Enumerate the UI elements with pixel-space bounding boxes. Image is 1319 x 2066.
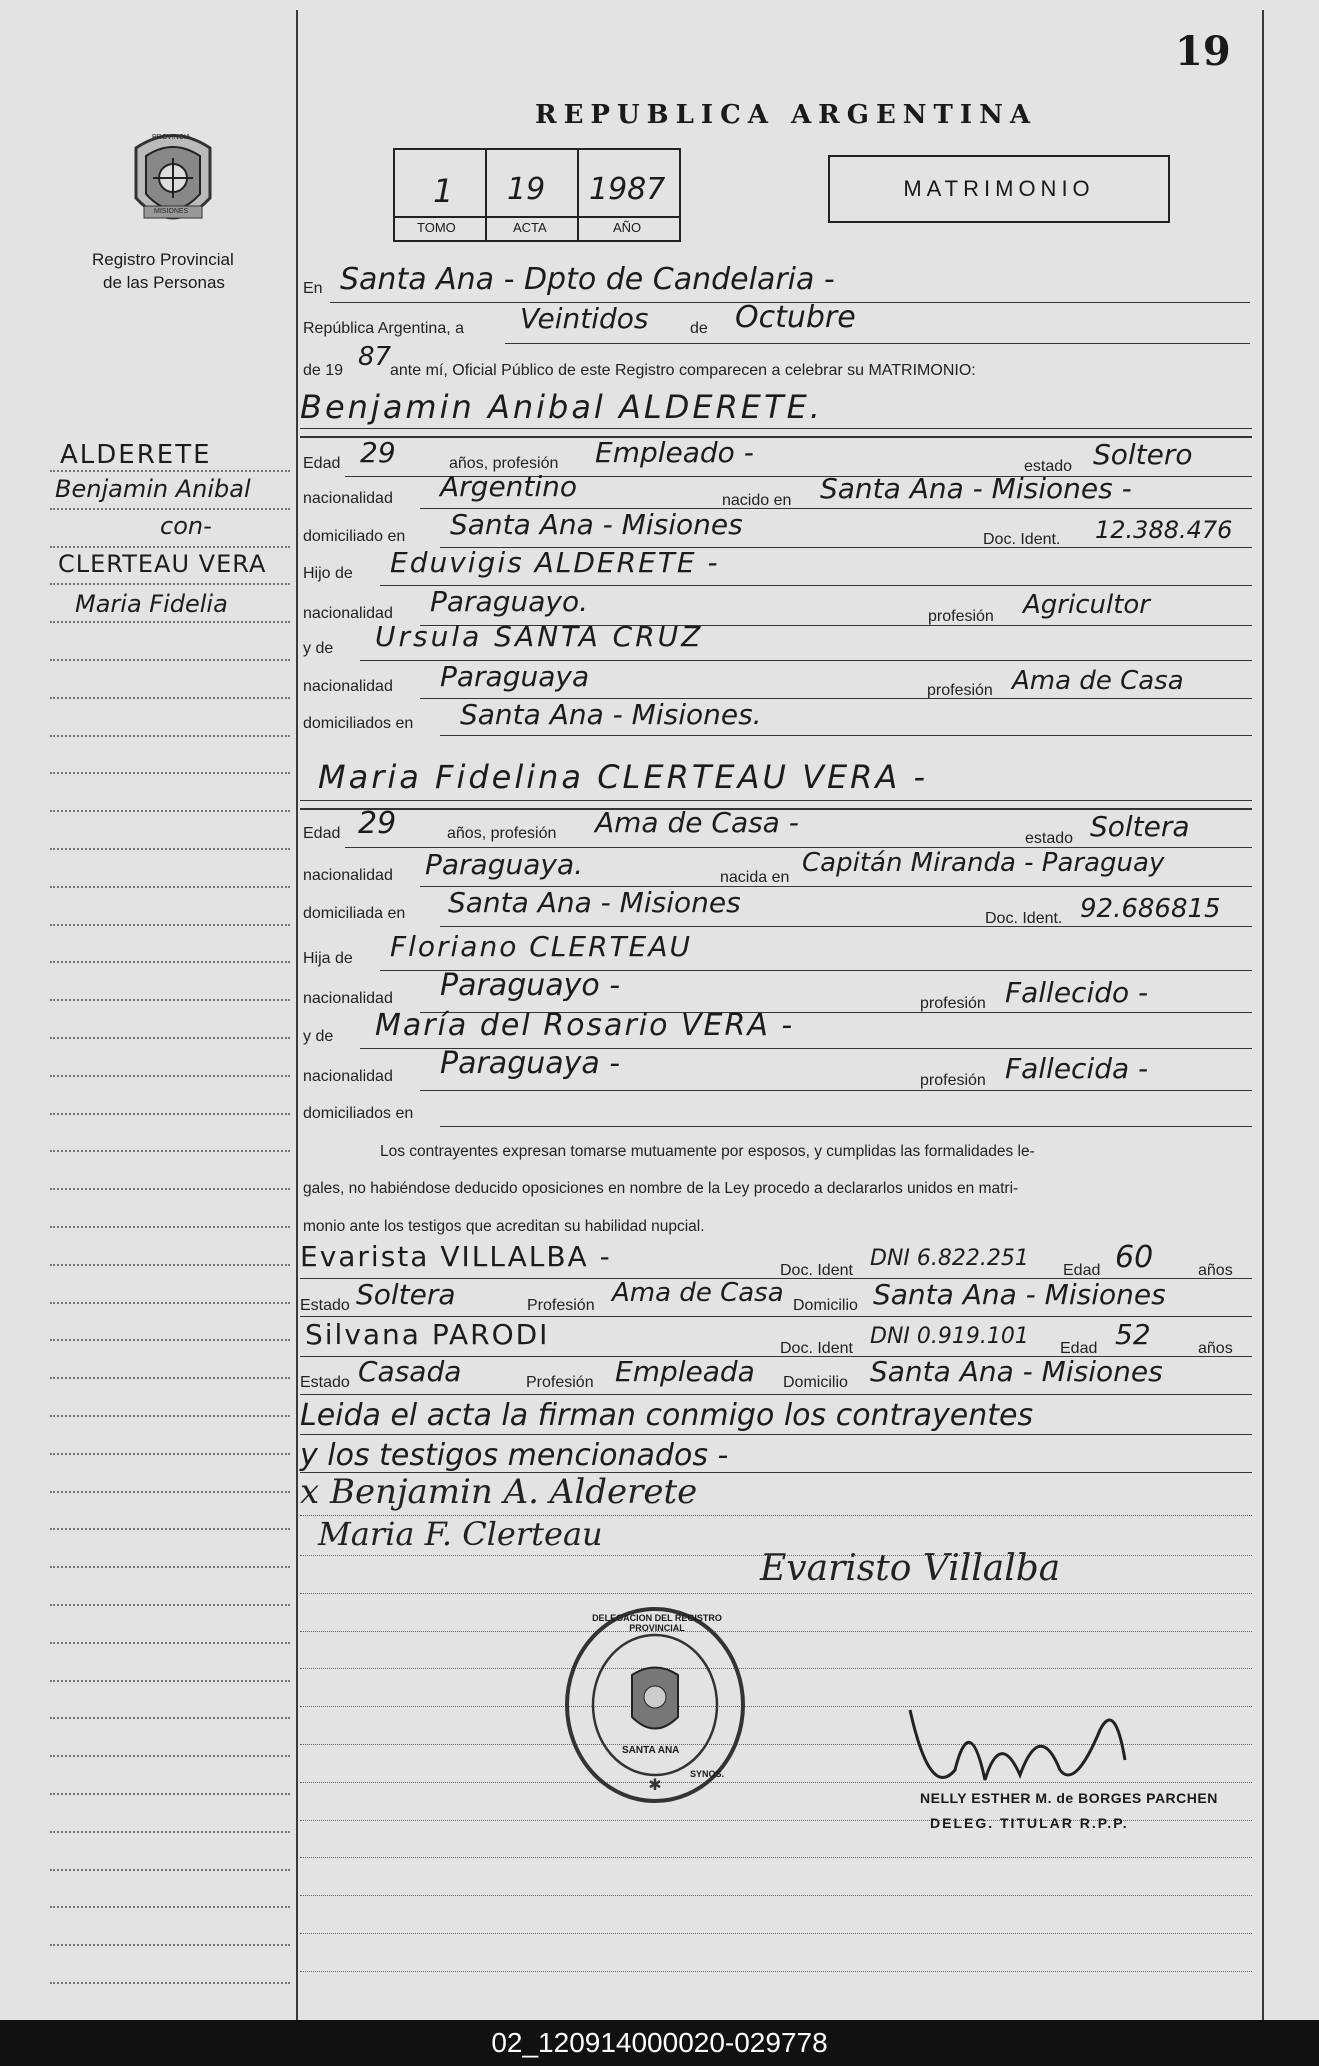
bride-name: Maria Fidelina CLERTEAU VERA -: [318, 758, 929, 796]
tomo-value: 1: [433, 172, 454, 210]
act-type-label: MATRIMONIO: [903, 176, 1095, 201]
groom-profesion: Empleado -: [595, 436, 754, 469]
groom-nacido: Santa Ana - Misiones -: [820, 472, 1132, 505]
body-rule-line: [300, 1933, 1252, 1934]
groom-estado-label: estado: [1024, 458, 1073, 475]
margin-rule-line: [50, 697, 290, 699]
underline: [440, 735, 1252, 736]
bride-domicilio: Santa Ana - Misiones: [448, 886, 741, 919]
margin-rule-line: [50, 924, 290, 926]
margin-rule-line: [50, 1528, 290, 1530]
bride-hija-label: Hija de: [303, 950, 353, 967]
body-rule-line: [300, 1857, 1252, 1858]
groom-dom-label: domiciliado en: [303, 528, 406, 545]
groom-mother-prof: Ama de Casa: [1012, 666, 1184, 696]
underline: [440, 926, 1252, 927]
witness2-dom-label: Domicilio: [783, 1374, 848, 1391]
bride-nacida: Capitán Miranda - Paraguay: [802, 848, 1165, 878]
groom-parents-dom-label: domiciliados en: [303, 715, 414, 732]
witness1-name: Evarista VILLALBA -: [300, 1240, 612, 1273]
body-rule-line: [300, 1895, 1252, 1896]
groom-father-nac-label: nacionalidad: [303, 605, 393, 622]
registry-line1: Registro Provincial: [92, 250, 234, 269]
margin-rule-line: [50, 772, 290, 774]
closing-line1: Leida el acta la firman conmigo los contrayentes: [300, 1398, 1034, 1433]
en-label: En: [303, 280, 323, 297]
country-heading: REPUBLICA ARGENTINA: [535, 100, 1038, 130]
marriage-place: Santa Ana - Dpto de Candelaria -: [340, 262, 835, 297]
provincial-crest-icon: [126, 128, 220, 238]
margin-note-line3: con-: [160, 512, 212, 540]
acta-label: ACTA: [513, 220, 547, 235]
groom-parents-dom: Santa Ana - Misiones.: [460, 698, 762, 731]
margin-rule-line: [50, 1377, 290, 1379]
margin-rule-line: [50, 961, 290, 963]
margin-rule-line: [50, 810, 290, 812]
witness1-dom-label: Domicilio: [793, 1297, 858, 1314]
right-border: [1262, 10, 1264, 2020]
margin-rule-line: [50, 1037, 290, 1039]
witness2-profesion: Empleada: [615, 1355, 755, 1388]
groom-mother-nac: Paraguaya: [440, 660, 590, 693]
witness2-estado-label: Estado: [300, 1374, 350, 1391]
margin-rule-line: [50, 1831, 290, 1833]
body-rule-line: [300, 1668, 1252, 1669]
margin-rule-line: [50, 1906, 290, 1908]
witness1-estado-label: Estado: [300, 1297, 350, 1314]
de-label: de: [690, 320, 708, 337]
groom-nac-label: nacionalidad: [303, 490, 393, 507]
margin-rule-line: [50, 848, 290, 850]
groom-father: Eduvigis ALDERETE -: [390, 546, 720, 579]
groom-edad: 29: [360, 436, 396, 469]
margin-note-line1: ALDERETE: [60, 440, 212, 470]
marriage-month: Octubre: [735, 300, 856, 335]
margin-rule-line: [50, 735, 290, 737]
groom-name: Benjamin Anibal ALDERETE.: [300, 388, 823, 426]
margin-rule-line: [50, 1869, 290, 1871]
bride-mother-nac: Paraguaya -: [440, 1046, 621, 1081]
groom-father-nac: Paraguayo.: [430, 585, 588, 618]
margin-rule-line: [50, 621, 290, 623]
official-signature: [900, 1690, 1140, 1800]
witness2-anios-label: años: [1198, 1340, 1233, 1357]
bride-father-prof-label: profesión: [920, 995, 986, 1012]
margin-rule-line: [50, 1453, 290, 1455]
margin-rule-line: [50, 1566, 290, 1568]
margin-rule-line: [50, 1680, 290, 1682]
groom-edad-label: Edad: [303, 455, 341, 472]
svg-text:✱: ✱: [648, 1777, 662, 1794]
bride-yde-label: y de: [303, 1028, 334, 1045]
bride-father-prof: Fallecido -: [1005, 976, 1149, 1009]
body-rule-line: [300, 1631, 1252, 1632]
witness-signature: Evaristo Villalba: [760, 1548, 1061, 1589]
declaration-line3: monio ante los testigos que acreditan su habilidad nupcial.: [303, 1218, 705, 1235]
bride-mother-nac-label: nacionalidad: [303, 1068, 393, 1085]
underline: [300, 1434, 1252, 1435]
groom-mother-prof-label: profesión: [927, 682, 993, 699]
republica-label: República Argentina, a: [303, 320, 464, 337]
anio-label: AÑO: [613, 220, 642, 235]
witness1-doc-label: Doc. Ident: [780, 1262, 853, 1279]
statement-text: ante mí, Oficial Público de este Registro comparecen a celebrar su MATRIMONIO:: [390, 362, 976, 379]
margin-rule-line: [50, 999, 290, 1001]
groom-prof-label: años, profesión: [449, 455, 559, 472]
bride-edad: 29: [358, 806, 397, 841]
witness2-estado: Casada: [358, 1355, 462, 1388]
groom-yde-label: y de: [303, 640, 334, 657]
bride-estado-label: estado: [1025, 830, 1074, 847]
witness1-edad-label: Edad: [1063, 1262, 1101, 1279]
body-rule-line: [300, 1555, 1252, 1556]
underline: [300, 1316, 1252, 1317]
margin-rule-line: [50, 1415, 290, 1417]
margin-rule-line: [50, 1339, 290, 1341]
groom-father-prof-label: profesión: [928, 608, 994, 625]
witness2-edad-label: Edad: [1060, 1340, 1098, 1357]
margin-rule-line: [50, 583, 290, 585]
groom-doc-label: Doc. Ident.: [983, 531, 1061, 548]
margin-rule-line: [50, 1264, 290, 1266]
bride-nacida-label: nacida en: [720, 869, 790, 886]
acta-value: 19: [507, 172, 546, 207]
margin-note-line5: Maria Fidelia: [75, 590, 228, 618]
official-title: DELEG. TITULAR R.P.P.: [930, 1815, 1129, 1831]
act-number-box: [393, 148, 681, 242]
groom-nacionalidad: Argentino: [440, 470, 578, 503]
declaration-line2: gales, no habiéndose deducido oposiciones en nombre de la Ley procedo a declararlos unidos en matri-: [303, 1180, 1019, 1197]
witness2-edad: 52: [1115, 1318, 1151, 1351]
witness2-doc-label: Doc. Ident: [780, 1340, 853, 1357]
margin-rule-line: [50, 1755, 290, 1757]
groom-nacido-label: nacido en: [722, 492, 792, 509]
official-seal-icon: [562, 1605, 748, 1805]
page-number: 19: [1175, 28, 1231, 75]
bride-mother-prof: Fallecida -: [1005, 1052, 1149, 1085]
groom-father-prof: Agricultor: [1023, 590, 1150, 620]
registry-line2: de las Personas: [103, 273, 225, 292]
margin-rule-line: [50, 886, 290, 888]
act-type-box: [828, 155, 1170, 223]
margin-rule-line: [50, 470, 290, 472]
groom-mother-nac-label: nacionalidad: [303, 678, 393, 695]
margin-rule-line: [50, 1075, 290, 1077]
margin-rule-line: [50, 1642, 290, 1644]
margin-rule-line: [50, 1226, 290, 1228]
anio-value: 1987: [589, 172, 666, 207]
groom-doc: 12.388.476: [1095, 516, 1233, 544]
margin-rule-line: [50, 659, 290, 661]
crest-bottom-text: MISIONES: [154, 208, 189, 215]
official-name: NELLY ESTHER M. de BORGES PARCHEN: [920, 1790, 1218, 1806]
margin-rule-line: [50, 1491, 290, 1493]
witness2-doc: DNI 0.919.101: [870, 1324, 1029, 1349]
underline: [300, 1394, 1252, 1395]
body-rule-line: [300, 1971, 1252, 1972]
body-rule-line: [300, 1593, 1252, 1594]
groom-estado: Soltero: [1093, 438, 1193, 471]
underline: [420, 1090, 1252, 1091]
groom-mother: Ursula SANTA CRUZ: [375, 620, 704, 653]
margin-divider: [296, 10, 298, 2020]
groom-signature: x Benjamin A. Alderete: [300, 1472, 698, 1512]
bride-parents-dom-label: domiciliados en: [303, 1105, 414, 1122]
year-prefix: de 19: [303, 362, 344, 379]
bride-edad-label: Edad: [303, 825, 341, 842]
witness1-prof-label: Profesión: [527, 1297, 595, 1314]
margin-rule-line: [50, 1113, 290, 1115]
bride-estado: Soltera: [1090, 810, 1190, 843]
margin-rule-line: [50, 1150, 290, 1152]
document-id: 02_120914000020-029778: [491, 2027, 828, 2058]
closing-line2: y los testigos mencionados -: [300, 1438, 729, 1473]
bride-profesion: Ama de Casa -: [595, 806, 799, 839]
groom-hijo-label: Hijo de: [303, 565, 353, 582]
bride-doc: 92.686815: [1080, 894, 1221, 924]
margin-note-line4: CLERTEAU VERA: [58, 550, 267, 578]
margin-note-line2: Benjamin Anibal: [55, 475, 251, 503]
underline: [300, 800, 1252, 801]
crest-top-text: PROVINCIA: [152, 134, 191, 141]
bride-father: Floriano CLERTEAU: [390, 930, 692, 963]
witness1-anios-label: años: [1198, 1262, 1233, 1279]
declaration-line1: Los contrayentes expresan tomarse mutuamente por esposos, y cumplidas las formalidades le-: [380, 1143, 1035, 1160]
margin-rule-line: [50, 1188, 290, 1190]
margin-rule-line: [50, 1604, 290, 1606]
document-id-footer: [0, 2020, 1319, 2066]
witness2-prof-label: Profesión: [526, 1374, 594, 1391]
bride-signature: Maria F. Clerteau: [318, 1515, 603, 1553]
underline: [440, 1126, 1252, 1127]
tomo-label: TOMO: [417, 220, 456, 235]
bride-nacionalidad: Paraguaya.: [425, 848, 584, 881]
bride-mother: María del Rosario VERA -: [375, 1008, 795, 1043]
groom-domicilio: Santa Ana - Misiones: [450, 508, 743, 541]
witness1-estado: Soltera: [356, 1278, 456, 1311]
margin-rule-line: [50, 1982, 290, 1984]
bride-doc-label: Doc. Ident.: [985, 910, 1063, 927]
bride-nac-label: nacionalidad: [303, 867, 393, 884]
margin-rule-line: [50, 1944, 290, 1946]
underline: [300, 428, 1252, 429]
witness1-domicilio: Santa Ana - Misiones: [873, 1278, 1166, 1311]
witness2-domicilio: Santa Ana - Misiones: [870, 1355, 1163, 1388]
marriage-day: Veintidos: [520, 302, 649, 335]
seal-bottom-text: SYNOS.: [690, 1769, 725, 1779]
bride-father-nac: Paraguayo -: [440, 968, 621, 1003]
margin-rule-line: [50, 1302, 290, 1304]
margin-rule-line: [50, 546, 290, 548]
witness1-doc: DNI 6.822.251: [870, 1246, 1029, 1271]
marriage-year-suffix: 87: [358, 342, 392, 372]
margin-rule-line: [50, 1793, 290, 1795]
bride-prof-label: años, profesión: [447, 825, 557, 842]
seal-center-text: SANTA ANA: [622, 1745, 680, 1756]
witness1-edad: 60: [1115, 1240, 1154, 1275]
seal-ring-text: DELEGACION DEL REGISTRO PROVINCIAL: [592, 1613, 722, 1633]
bride-father-nac-label: nacionalidad: [303, 990, 393, 1007]
margin-rule-line: [50, 508, 290, 510]
witness1-profesion: Ama de Casa: [612, 1278, 784, 1308]
underline: [505, 343, 1250, 344]
margin-rule-line: [50, 1717, 290, 1719]
bride-dom-label: domiciliada en: [303, 905, 406, 922]
bride-mother-prof-label: profesión: [920, 1072, 986, 1089]
witness2-name: Silvana PARODI: [305, 1318, 550, 1351]
